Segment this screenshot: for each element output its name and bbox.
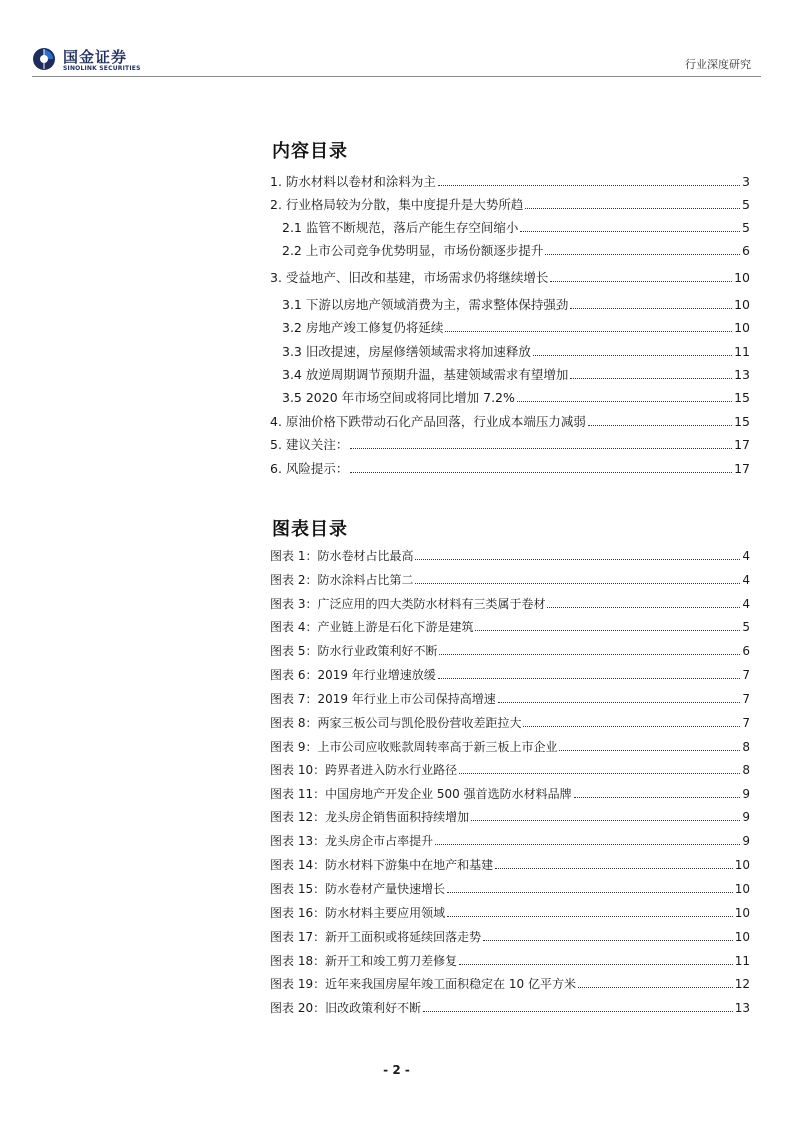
figure-item-page: 9 [742, 810, 750, 824]
toc-item-page: 10 [734, 320, 750, 335]
toc-item-label: 3.2 房地产竣工修复仍将延续 [282, 320, 444, 335]
figure-item-label: 图表 14：防水材料下游集中在地产和基建 [270, 858, 494, 872]
figure-item-label: 图表 16：防水材料主要应用领域 [270, 906, 446, 920]
toc-leader-dots [570, 307, 732, 309]
figure-item-page: 11 [734, 954, 750, 968]
figure-item-label: 图表 1：防水卷材占比最高 [270, 549, 414, 563]
toc-leader-dots [520, 230, 740, 232]
toc-item-page: 5 [742, 220, 750, 235]
toc-item-label: 2.1 监管不断规范，落后产能生存空间缩小 [282, 220, 519, 235]
figure-leader-dots [471, 819, 740, 821]
toc-subitem[interactable] [282, 216, 750, 236]
figure-item-page: 13 [734, 1001, 750, 1015]
figure-leader-dots [483, 939, 733, 941]
toc-item-page: 15 [734, 414, 750, 429]
figure-item[interactable] [270, 735, 750, 755]
toc-subitem[interactable] [282, 239, 750, 259]
figure-item-page: 5 [742, 620, 750, 634]
toc-item-page: 5 [742, 197, 750, 212]
toc-item[interactable] [270, 457, 750, 477]
toc-subitem[interactable] [282, 386, 750, 406]
toc-leader-dots [525, 207, 740, 209]
toc-subitem[interactable] [282, 316, 750, 336]
toc-item-label: 3.1 下游以房地产领域消费为主，需求整体保持强劲 [282, 297, 569, 312]
figure-item-page: 10 [734, 882, 750, 896]
figure-item[interactable] [270, 687, 750, 707]
toc-leader-dots [445, 330, 732, 332]
toc-leader-dots [570, 377, 732, 379]
toc-subitem[interactable] [282, 363, 750, 383]
toc-item-label: 1. 防水材料以卷材和涂料为主 [270, 174, 436, 189]
figure-leader-dots [435, 843, 740, 845]
figure-item-page: 10 [734, 906, 750, 920]
figure-item-label: 图表 9：上市公司应收账款周转率高于新三板上市企业 [270, 740, 558, 754]
figure-leader-dots [415, 582, 740, 584]
figure-item-page: 6 [742, 644, 750, 658]
figure-leader-dots [459, 772, 740, 774]
figure-item-label: 图表 4：产业链上游是石化下游是建筑 [270, 620, 474, 634]
figure-item[interactable] [270, 782, 750, 802]
figure-item-label: 图表 19：近年来我国房屋年竣工面积稳定在 10 亿平方米 [270, 977, 576, 991]
toc-item-page: 10 [734, 297, 750, 312]
figure-item[interactable] [270, 877, 750, 897]
logo-icon [32, 47, 56, 71]
toc-item[interactable] [270, 266, 750, 286]
figure-leader-dots [423, 1010, 733, 1012]
toc-item-label: 3. 受益地产、旧改和基建，市场需求仍将继续增长 [270, 270, 549, 285]
figure-item-page: 10 [734, 858, 750, 872]
figure-item[interactable] [270, 996, 750, 1016]
page-number: - 2 - [383, 1063, 410, 1077]
figure-leader-dots [547, 606, 740, 608]
figure-item-page: 9 [742, 834, 750, 848]
figure-item[interactable] [270, 592, 750, 612]
header-divider [32, 76, 761, 77]
figure-item-label: 图表 15：防水卷材产量快速增长 [270, 882, 446, 896]
figure-item-page: 7 [742, 692, 750, 706]
figure-leader-dots [574, 796, 741, 798]
toc-item-page: 13 [734, 367, 750, 382]
figure-leader-dots [578, 986, 733, 988]
figure-leader-dots [438, 677, 741, 679]
toc-leader-dots [438, 184, 740, 186]
figure-item[interactable] [270, 568, 750, 588]
figure-item-page: 4 [742, 573, 750, 587]
toc-item[interactable] [270, 193, 750, 213]
toc-item-label: 3.4 放逆周期调节预期升温，基建领域需求有望增加 [282, 367, 569, 382]
report-type-label: 行业深度研究 [685, 58, 751, 71]
figure-item-page: 4 [742, 549, 750, 563]
figures-heading: 图表目录 [272, 519, 348, 540]
figure-leader-dots [447, 891, 733, 893]
toc-item[interactable] [270, 170, 750, 190]
toc-subitem[interactable] [282, 340, 750, 360]
figure-item-page: 4 [742, 597, 750, 611]
figure-leader-dots [495, 867, 733, 869]
toc-item-label: 2. 行业格局较为分散，集中度提升是大势所趋 [270, 197, 524, 212]
toc-item-label: 3.3 旧改提速，房屋修缮领域需求将加速释放 [282, 344, 531, 359]
figure-item-label: 图表 20：旧改政策利好不断 [270, 1001, 422, 1015]
toc-item[interactable] [270, 433, 750, 453]
figure-item[interactable] [270, 925, 750, 945]
figure-item-page: 7 [742, 716, 750, 730]
figure-item[interactable] [270, 639, 750, 659]
figure-item-label: 图表 8：两家三板公司与凯伦股份营收差距拉大 [270, 716, 522, 730]
toc-item-page: 15 [734, 390, 750, 405]
toc-item[interactable] [270, 410, 750, 430]
toc-leader-dots [550, 280, 732, 282]
toc-item-page: 3 [742, 174, 750, 189]
figure-item[interactable] [270, 901, 750, 921]
toc-item-page: 10 [734, 270, 750, 285]
figure-item-label: 图表 3：广泛应用的四大类防水材料有三类属于卷材 [270, 597, 546, 611]
figure-item-label: 图表 13：龙头房企市占率提升 [270, 834, 434, 848]
figure-item-label: 图表 10：跨界者进入防水行业路径 [270, 763, 458, 777]
toc-item-page: 6 [742, 243, 750, 258]
figure-leader-dots [415, 558, 740, 560]
logo-english-name: SINOLINK SECURITIES [63, 65, 141, 72]
toc-item-page: 11 [734, 344, 750, 359]
figure-item-label: 图表 7：2019 年行业上市公司保持高增速 [270, 692, 496, 706]
figure-item-label: 图表 12：龙头房企销售面积持续增加 [270, 810, 470, 824]
figure-item[interactable] [270, 805, 750, 825]
figure-leader-dots [498, 701, 741, 703]
toc-leader-dots [350, 447, 732, 449]
figure-item[interactable] [270, 972, 750, 992]
figure-item-page: 9 [742, 787, 750, 801]
figure-leader-dots [459, 963, 733, 965]
figure-item[interactable] [270, 949, 750, 969]
figure-item-label: 图表 11：中国房地产开发企业 500 强首选防水材料品牌 [270, 787, 572, 801]
figure-item[interactable] [270, 615, 750, 635]
toc-leader-dots [588, 424, 732, 426]
figure-item[interactable] [270, 758, 750, 778]
figure-leader-dots [439, 653, 740, 655]
figure-leader-dots [559, 749, 740, 751]
toc-item-page: 17 [734, 461, 750, 476]
toc-subitem[interactable] [282, 293, 750, 313]
company-logo [32, 47, 152, 75]
page-header [0, 0, 793, 80]
toc-item-page: 17 [734, 437, 750, 452]
figure-leader-dots [523, 725, 740, 727]
figure-item-label: 图表 6：2019 年行业增速放缓 [270, 668, 436, 682]
toc-item-label: 3.5 2020 年市场空间或将同比增加 7.2% [282, 390, 515, 405]
toc-leader-dots [350, 471, 732, 473]
figure-item-label: 图表 2：防水涂料占比第二 [270, 573, 414, 587]
figure-item[interactable] [270, 829, 750, 849]
figure-item[interactable] [270, 711, 750, 731]
figure-item-page: 12 [734, 977, 750, 991]
figure-leader-dots [475, 629, 740, 631]
figure-item-label: 图表 18：新开工和竣工剪刀差修复 [270, 954, 458, 968]
figure-item[interactable] [270, 544, 750, 564]
toc-item-label: 6. 风险提示： [270, 461, 349, 476]
toc-item-label: 4. 原油价格下跌带动石化产品回落，行业成本端压力减弱 [270, 414, 586, 429]
toc-item-label: 5. 建议关注： [270, 437, 349, 452]
toc-leader-dots [545, 253, 740, 255]
toc-leader-dots [533, 354, 732, 356]
figure-item[interactable] [270, 663, 750, 683]
toc-item-label: 2.2 上市公司竞争优势明显，市场份额逐步提升 [282, 243, 544, 258]
figure-leader-dots [447, 915, 733, 917]
logo-chinese-name: 国金证券 [63, 48, 128, 66]
figure-item-page: 8 [742, 763, 750, 777]
figure-item-page: 10 [734, 930, 750, 944]
figure-item-page: 7 [742, 668, 750, 682]
toc-heading: 内容目录 [272, 141, 348, 162]
figure-item[interactable] [270, 853, 750, 873]
figure-item-page: 8 [742, 740, 750, 754]
figure-item-label: 图表 5：防水行业政策利好不断 [270, 644, 438, 658]
toc-leader-dots [517, 400, 732, 402]
figure-item-label: 图表 17：新开工面积或将延续回落走势 [270, 930, 482, 944]
